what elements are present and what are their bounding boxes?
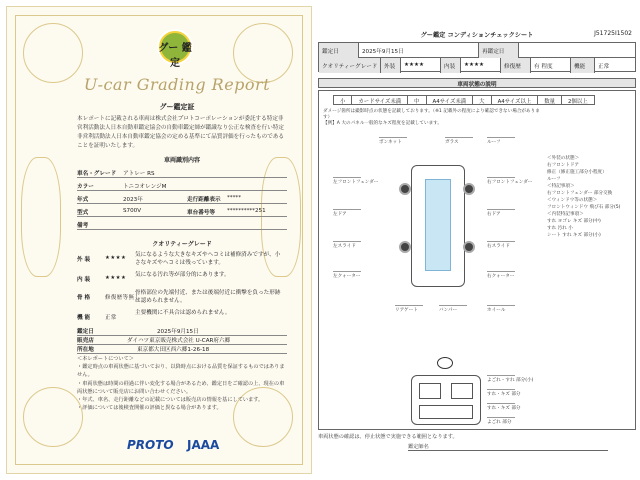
part-label: ルーフ	[487, 137, 515, 145]
row-value: トニコオレンジM	[123, 184, 167, 190]
interior-label: よごれ 部分	[487, 417, 515, 425]
vehicle-row	[77, 193, 287, 204]
part-label: 左フロントフェンダー	[333, 177, 378, 185]
jaaa-logo: JAAA	[187, 438, 220, 452]
grade-stars: 修復歴等無し	[105, 295, 141, 301]
ornament-swirl	[233, 23, 293, 83]
row-value: S700V	[123, 208, 142, 214]
desc-title: 車両状態の説明	[318, 78, 636, 88]
part-label: バンパー	[439, 305, 467, 313]
cell-label: クオリティーグレード	[319, 58, 381, 73]
footer-note: 車両状態の確認は、停止状態で実施できる範囲となります。	[318, 434, 458, 440]
section-grade: クオリティーグレード	[152, 241, 212, 248]
row-key: 車台番号等	[187, 210, 215, 216]
cell-label: 内装	[441, 58, 461, 73]
ornament-swirl	[21, 157, 61, 277]
size-legend	[333, 95, 595, 105]
row-key: 販売店	[77, 338, 94, 344]
row-key: 備考	[77, 223, 89, 229]
size-value: A4サイズ以上	[492, 96, 539, 105]
row-key: 型式	[77, 210, 89, 216]
size-value: 2個以上	[568, 99, 588, 105]
side-notes: ＜外装の状態＞ 右フロントドア 修正（修正施工部分小程度） ルーフ ＜特記事項＞ 右フロントフェンダー 部分交換 ＜ウィンドウ等の状態＞ フロントウィンドウ 飛び石 部分(5) ＜内装特記事項＞ すれ ヨゴレ キズ 部分(中) すれ 汚れ 小 シート すれ キズ 部分(小)	[547, 156, 621, 238]
grade-stars: ★★★★	[105, 275, 127, 281]
sheet-title: グー鑑定 コンディションチェックシート	[420, 32, 534, 39]
condition-diagram	[318, 90, 636, 430]
row-value: **********251	[227, 208, 266, 214]
sheet-id: J51725I1502	[594, 30, 632, 37]
size-key: 大	[473, 96, 491, 105]
sheet-header-table	[318, 42, 636, 72]
row-value: ダイハツ東京販売株式会社 U-CAR府六郷	[127, 338, 231, 344]
grade-stars: ★★★★	[105, 255, 127, 261]
size-key: 小	[334, 96, 352, 105]
cell-label: 機能	[571, 58, 595, 73]
signature-label: 鑑定師名	[408, 444, 429, 450]
signature-line	[408, 443, 608, 451]
seat-icon	[419, 383, 441, 399]
row-key: 走行距離表示	[187, 197, 221, 203]
grade-key: 外 装	[77, 257, 91, 263]
grade-desc: 骨格部位の先端付近、または後端付近に衝撃を負った形跡は認められません。	[135, 290, 281, 304]
cell-value: 有 程度	[531, 58, 571, 73]
part-label: ガラス	[445, 137, 473, 145]
car-glass-area	[425, 179, 451, 271]
part-label: 右ドア	[487, 209, 515, 217]
certificate-intro: 本レポートに記載される車両は株式会社プロトコーポレーションが委託する特定非営利活動法人日本自動車鑑定協会の自動車鑑定師が鑑識なり公正な検査を行い特定非営利活動法人日本自動車鑑定協会の定める基準にて品質評価を行ったものであることを証明いたします。	[77, 116, 284, 149]
part-label: リアゲート	[395, 305, 423, 313]
grade-key: 内 装	[77, 277, 91, 283]
row-value: *****	[227, 195, 241, 201]
tire-icon	[463, 241, 475, 253]
grade-desc: 気になる汚れ等が部分的にあります。	[135, 272, 230, 278]
section-vehicle: 車両識別内容	[163, 157, 200, 164]
grade-row	[77, 307, 287, 323]
sheet-footer	[318, 433, 636, 450]
vehicle-row	[77, 206, 287, 217]
grade-row	[77, 287, 287, 307]
ornament-swirl	[23, 387, 83, 447]
part-label: 右スライド	[487, 241, 515, 249]
cell-label: 再鑑定日	[479, 43, 519, 58]
grading-certificate	[6, 6, 312, 474]
address-row	[77, 343, 287, 354]
part-label: ボンネット	[379, 137, 407, 145]
part-label: 左ドア	[333, 209, 361, 217]
row-key: カラー	[77, 184, 94, 190]
diagram-legend: ダメージ箇所は撮影時点の状態を記載しております。（※1 記載外の程度により確認できない場合があります） 【例】A 大のパネル一般的なキズ程度を記載しています。	[323, 109, 540, 126]
row-value: 東京都大田区西六郷1-26-18	[137, 347, 210, 353]
part-label: ホイール	[487, 305, 515, 313]
proto-logo: PROTO	[127, 438, 174, 452]
grade-key: 骨 格	[77, 295, 91, 301]
cell-value: 2025年9月15日	[359, 43, 479, 58]
tire-icon	[399, 241, 411, 253]
rear-seat-icon	[419, 405, 473, 419]
cell-value: 正常	[598, 64, 610, 70]
size-key: 数量	[538, 96, 562, 105]
tire-icon	[399, 183, 411, 195]
part-label: 左スライド	[333, 241, 361, 249]
script-title: U-car Grading Report	[83, 75, 271, 94]
cell-label: 外装	[381, 58, 401, 73]
footer-logos	[127, 435, 237, 457]
cell-label: 鑑定日	[319, 43, 359, 58]
grade-desc: 気になるような大きなキズやヘコミは補修済みですが、小さなキズやヘコミは残っています。	[135, 252, 281, 266]
row-value: 2025年9月15日	[157, 329, 199, 335]
grade-stars: 正常	[105, 315, 117, 321]
row-key: 年式	[77, 197, 89, 203]
steering-wheel-icon	[437, 357, 453, 369]
interior-label: すれ・キズ 部分	[487, 389, 521, 397]
interior-label: すれ・キズ 部分	[487, 403, 521, 411]
ornament-swirl	[23, 23, 83, 83]
tire-icon	[463, 183, 475, 195]
vehicle-row	[77, 219, 287, 230]
size-value: A4サイズ未満	[427, 96, 474, 105]
vehicle-row	[77, 167, 287, 178]
certificate-title: グー鑑定証	[159, 103, 195, 111]
vehicle-row	[77, 180, 287, 191]
grade-key: 機 能	[77, 315, 91, 321]
grade-row	[77, 249, 287, 269]
row-key: 所在地	[77, 347, 94, 353]
size-key: 中	[408, 96, 426, 105]
cell-label: 修復歴	[501, 58, 531, 73]
part-label: 右フロントフェンダー	[487, 177, 532, 185]
interior-label: よごれ・すれ 部分(小)	[487, 375, 533, 383]
report-notes: ＜本レポートについて＞ ・鑑定時点の車両状態に基づいており、以降時点における品質を保証するものではありません。 ・車両状態は時間の経過に伴い変化する場合があるため、鑑定日をご確認の上、現在の車両状態について販売店にお問い合わせください。 ・年式、車名、走行距離などの記載については販売店の情報を基にしています。 ・評価については後検査開催の評価と異なる場合があります。	[77, 356, 285, 412]
seat-icon	[451, 383, 473, 399]
condition-check-sheet	[318, 28, 636, 474]
cell-value: ★★★★	[401, 58, 441, 73]
cell-value: ★★★★	[461, 58, 501, 73]
row-key: 車名・グレード	[77, 171, 117, 177]
part-label: 左クォーター	[333, 271, 361, 279]
grade-desc: 主要機関に不具合は認められません。	[135, 310, 231, 316]
cell-value	[519, 43, 635, 58]
size-value: カードサイズ未満	[352, 96, 408, 105]
row-value: アトレー RS	[123, 171, 155, 177]
part-label: 右クォーター	[487, 271, 515, 279]
grade-row	[77, 269, 287, 287]
row-key: 鑑定日	[77, 329, 94, 335]
goo-appraisal-logo	[157, 29, 193, 69]
logo-text: グー 鑑定	[158, 43, 192, 69]
row-value: 2023年	[123, 197, 143, 203]
